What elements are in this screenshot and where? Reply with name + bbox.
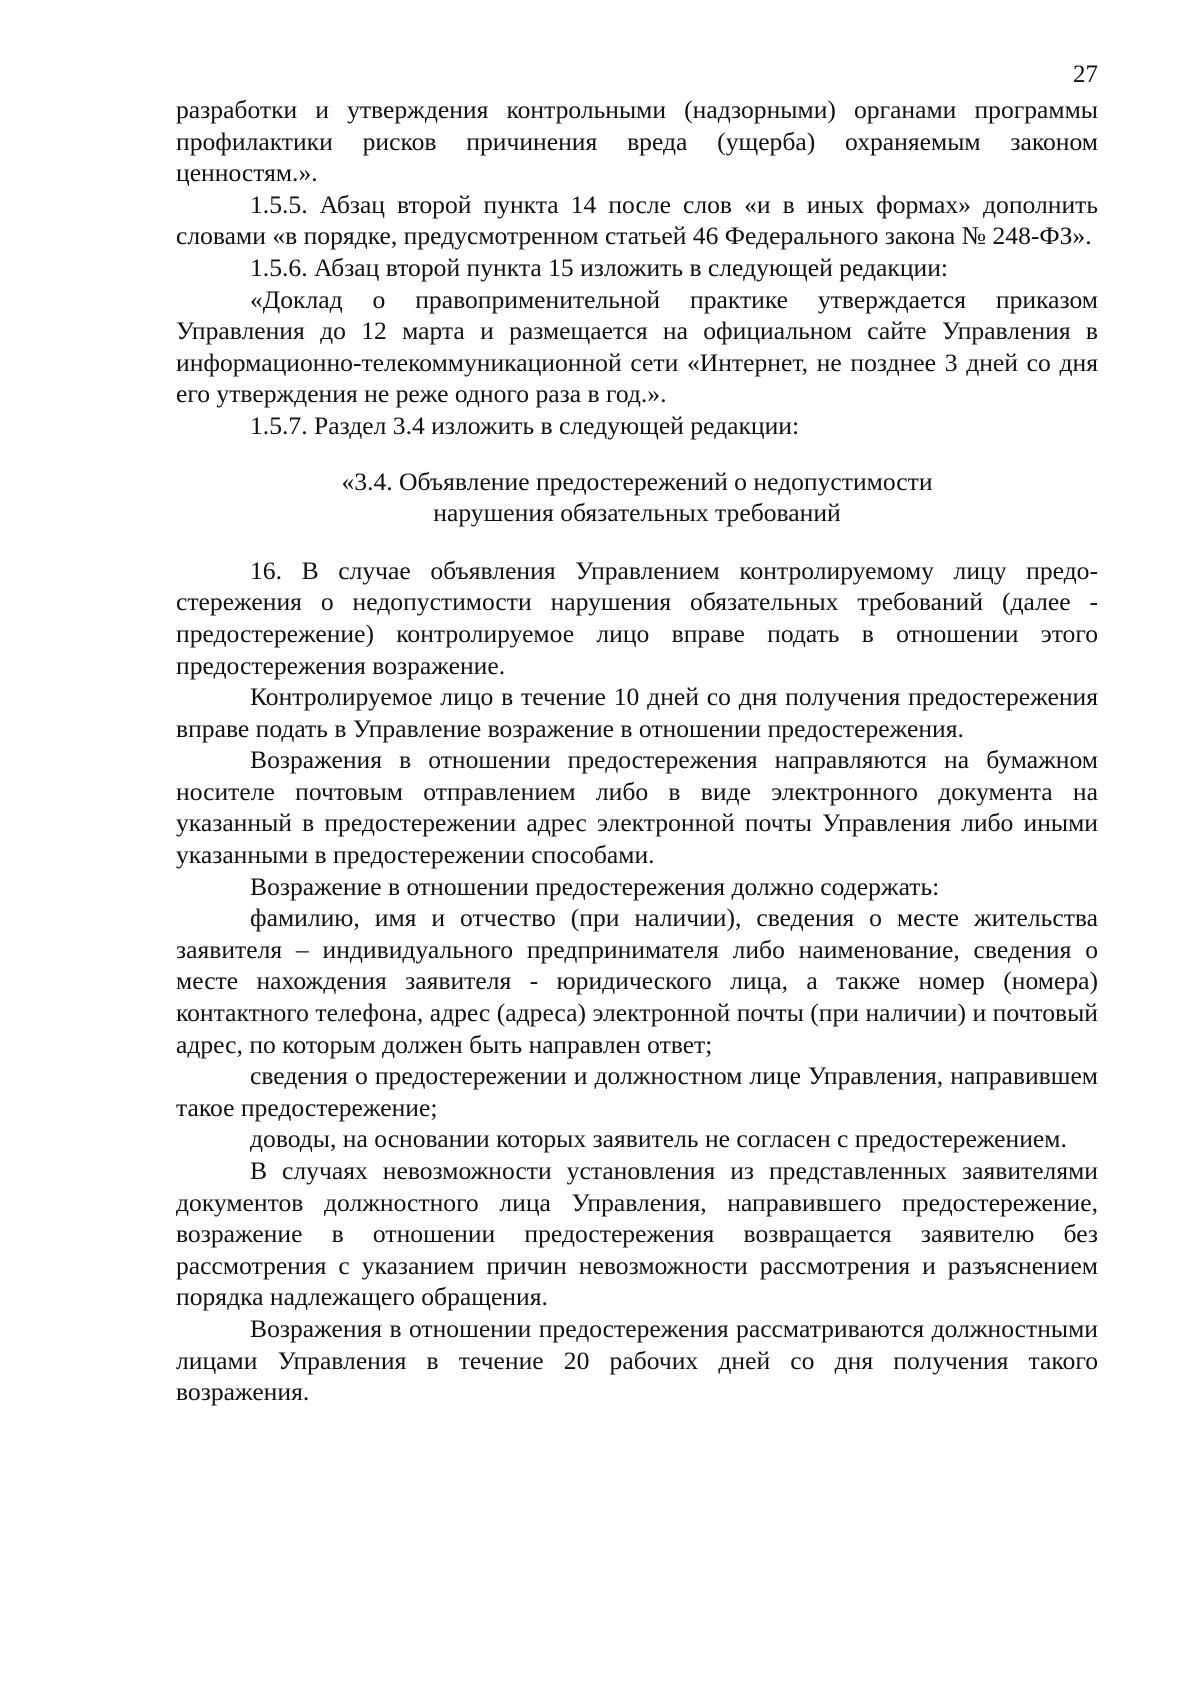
section-heading-line-1: «3.4. Объявление предостережений о недопустимости	[341, 466, 933, 496]
paragraph-item-1-5-6: 1.5.6. Абзац второй пункта 15 изложить в следующей редакции:	[250, 252, 949, 282]
section-heading	[176, 466, 1098, 529]
paragraph-warning-details: сведения о предостережении и должностном лице Управления, направившем такое предостережение;	[176, 1061, 1098, 1122]
page-number: 27	[1073, 61, 1098, 88]
paragraph-continuation: разработки и утверждения контрольными (надзорными) органами программы профилактики рисков причинения вреда (ущерба) охраняемым законом ценностям.».	[176, 95, 1098, 188]
paragraph-item-1-5-7: 1.5.7. Раздел 3.4 изложить в следующей редакции:	[250, 410, 800, 440]
paragraph-review-period: Возражения в отношении предостережения рассматриваются должностными лицами Управления в течение 20 рабочих дней со дня получения такого возражения.	[176, 1313, 1098, 1407]
paragraph-objection-delivery: Возражения в отношении предостережения направляются на бумажном носителе почтовым отправлением либо в виде электронного документа на указанный в предостережении адрес электронной почты Управления либо иными указанными в предостережении способами.	[176, 745, 1098, 870]
paragraph-applicant-details: фамилию, имя и отчество (при наличии), сведения о месте жительства заявителя – индивидуального предпринимателя либо наименование, сведения о месте нахождения заявителя - юридического лица, а также номер (номера) контактного телефона, адрес (адреса) электронной почты (при наличии) и почтовый адрес, по которым должен быть направлен ответ;	[176, 903, 1098, 1059]
paragraph-arguments: доводы, на основании которых заявитель не согласен с предостережением.	[250, 1124, 1067, 1154]
document-text	[176, 94, 1098, 1408]
paragraph-return-without-review: В случаях невозможности установления из представленных заявителями документов должностного лица Управления, направившего предостережение, возражение в отношении предостережения возвращается заявителю без рассмотрения с указанием причин невозможности рассмотрения и разъяснением порядка надлежащего обращения.	[176, 1156, 1098, 1312]
paragraph-16: 16. В случае объявления Управлением контролируемому лицу предостережения о недопустимости нарушения обязательных требований (далее - предостережение) контролируемое лицо вправе подать в отношении этого предостережения возражение.	[176, 555, 1098, 680]
paragraph-quoted-report: «Доклад о правоприменительной практике утверждается приказом Управления до 12 марта и размещается на официальном сайте Управления в информационно-телекоммуникационной сети «Интернет, не позднее 3 дней со дня его утверждения не реже одного раза в год.».	[176, 284, 1098, 409]
paragraph-objection-contents: Возражение в отношении предостережения должно содержать:	[250, 871, 940, 901]
paragraph-objection-term: Контролируемое лицо в течение 10 дней со дня получения предостережения вправе подать в Управление возражение в отношении предостережения.	[176, 682, 1098, 743]
paragraph-item-1-5-5: 1.5.5. Абзац второй пункта 14 после слов «и в иных формах» дополнить словами «в порядке, предусмотренном статьей 46 Федерального закона № 248-ФЗ».	[176, 189, 1098, 251]
section-heading-line-2: нарушения обязательных требований	[433, 498, 841, 528]
